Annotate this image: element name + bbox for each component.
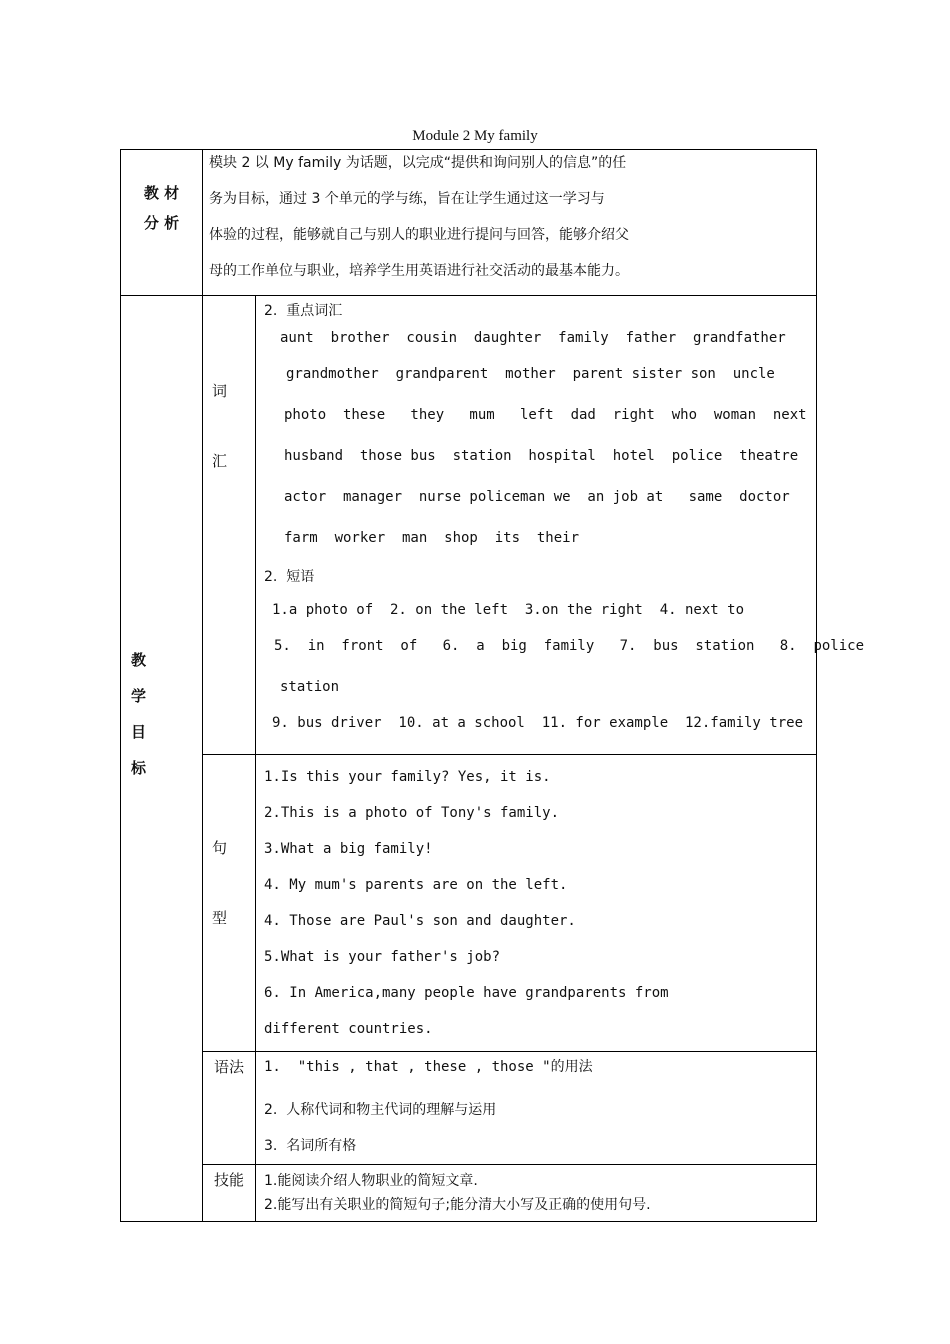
analysis-label-line: 分 析 [143,214,180,232]
analysis-row [121,150,817,296]
objectives-label-char: 教 [131,650,147,669]
word-line: husband those bus station hospital hotel police theatre [284,448,799,464]
word-line: farm worker man shop its their [284,530,580,546]
word-line: actor manager nurse policeman we an job at same doctor [284,489,790,505]
grammar-line: 1. "this , that , these , those "的用法 [264,1059,593,1075]
sentences-label-char: 型 [212,909,228,927]
phrases-heading: 2. 短语 [264,569,315,585]
sentences-row [121,755,817,1052]
sentence-line: 3.What a big family! [264,841,433,857]
analysis-line: 体验的过程，能够就自己与别人的职业进行提问与回答，能够介绍父 [209,227,629,243]
grammar-row [121,1052,817,1165]
word-line: aunt brother cousin daughter family father grandfather [280,330,786,346]
skills-content [256,1165,817,1222]
sentence-line: 1.Is this your family? Yes, it is. [264,769,551,785]
objectives-label-char: 学 [131,686,147,705]
phrase-line: station [280,679,340,695]
phrase-line: 9. bus driver 10. at a school 11. for example 12.family tree [272,715,804,731]
objectives-label [121,296,203,1222]
objectives-label-char: 标 [131,758,147,777]
word-line: photo these they mum left dad right who woman next [284,407,807,423]
grammar-label-text: 语法 [213,1058,244,1076]
skills-label [203,1165,256,1222]
sentences-label-char: 句 [212,839,228,857]
sentences-content [256,755,817,1052]
key-words-heading: 2. 重点词汇 [264,303,343,319]
phrase-line: 5. in front of 6. a big family 7. bus station 8. police [274,638,865,654]
grammar-line: 3. 名词所有格 [264,1138,357,1154]
sentence-line: 2.This is a photo of Tony's family. [264,805,560,821]
skills-label-text: 技能 [213,1171,244,1189]
sentence-line: 4. Those are Paul's son and daughter. [264,913,576,929]
sentence-line: 6. In America,many people have grandparents from [264,985,669,1001]
grammar-line: 2. 人称代词和物主代词的理解与运用 [264,1102,497,1118]
vocab-content [256,296,865,755]
skills-row [121,1165,817,1222]
objectives-label-char: 目 [131,722,147,741]
analysis-content [203,150,817,296]
grammar-label [203,1052,256,1165]
lesson-plan-table [120,149,865,1222]
phrase-line: 1.a photo of 2. on the left 3.on the right 4. next to [272,602,745,618]
sentences-label [203,755,256,1052]
analysis-line: 务为目标，通过 3 个单元的学与练，旨在让学生通过这一学习与 [209,191,605,207]
analysis-label [121,150,203,296]
vocab-label-char: 词 [212,382,228,400]
sentence-line: 5.What is your father's job? [264,949,501,965]
skills-line: 2.能写出有关职业的简短句子;能分清大小写及正确的使用句号. [264,1197,651,1213]
sentence-line: 4. My mum's parents are on the left. [264,877,568,893]
sentence-line: different countries. [264,1021,433,1037]
page-title: Module 2 My family [412,128,538,144]
vocab-row [121,296,817,755]
analysis-line: 母的工作单位与职业，培养学生用英语进行社交活动的最基本能力。 [209,263,629,279]
vocab-label-char: 汇 [212,452,228,470]
skills-line: 1.能阅读介绍人物职业的简短文章. [264,1173,478,1189]
grammar-content [256,1052,817,1165]
vocab-label [203,296,256,755]
word-line: grandmother grandparent mother parent sister son uncle [286,366,775,382]
analysis-label-line: 教 材 [143,184,180,202]
analysis-line: 模块 2 以 My family 为话题，以完成“提供和询问别人的信息”的任 [209,155,627,171]
